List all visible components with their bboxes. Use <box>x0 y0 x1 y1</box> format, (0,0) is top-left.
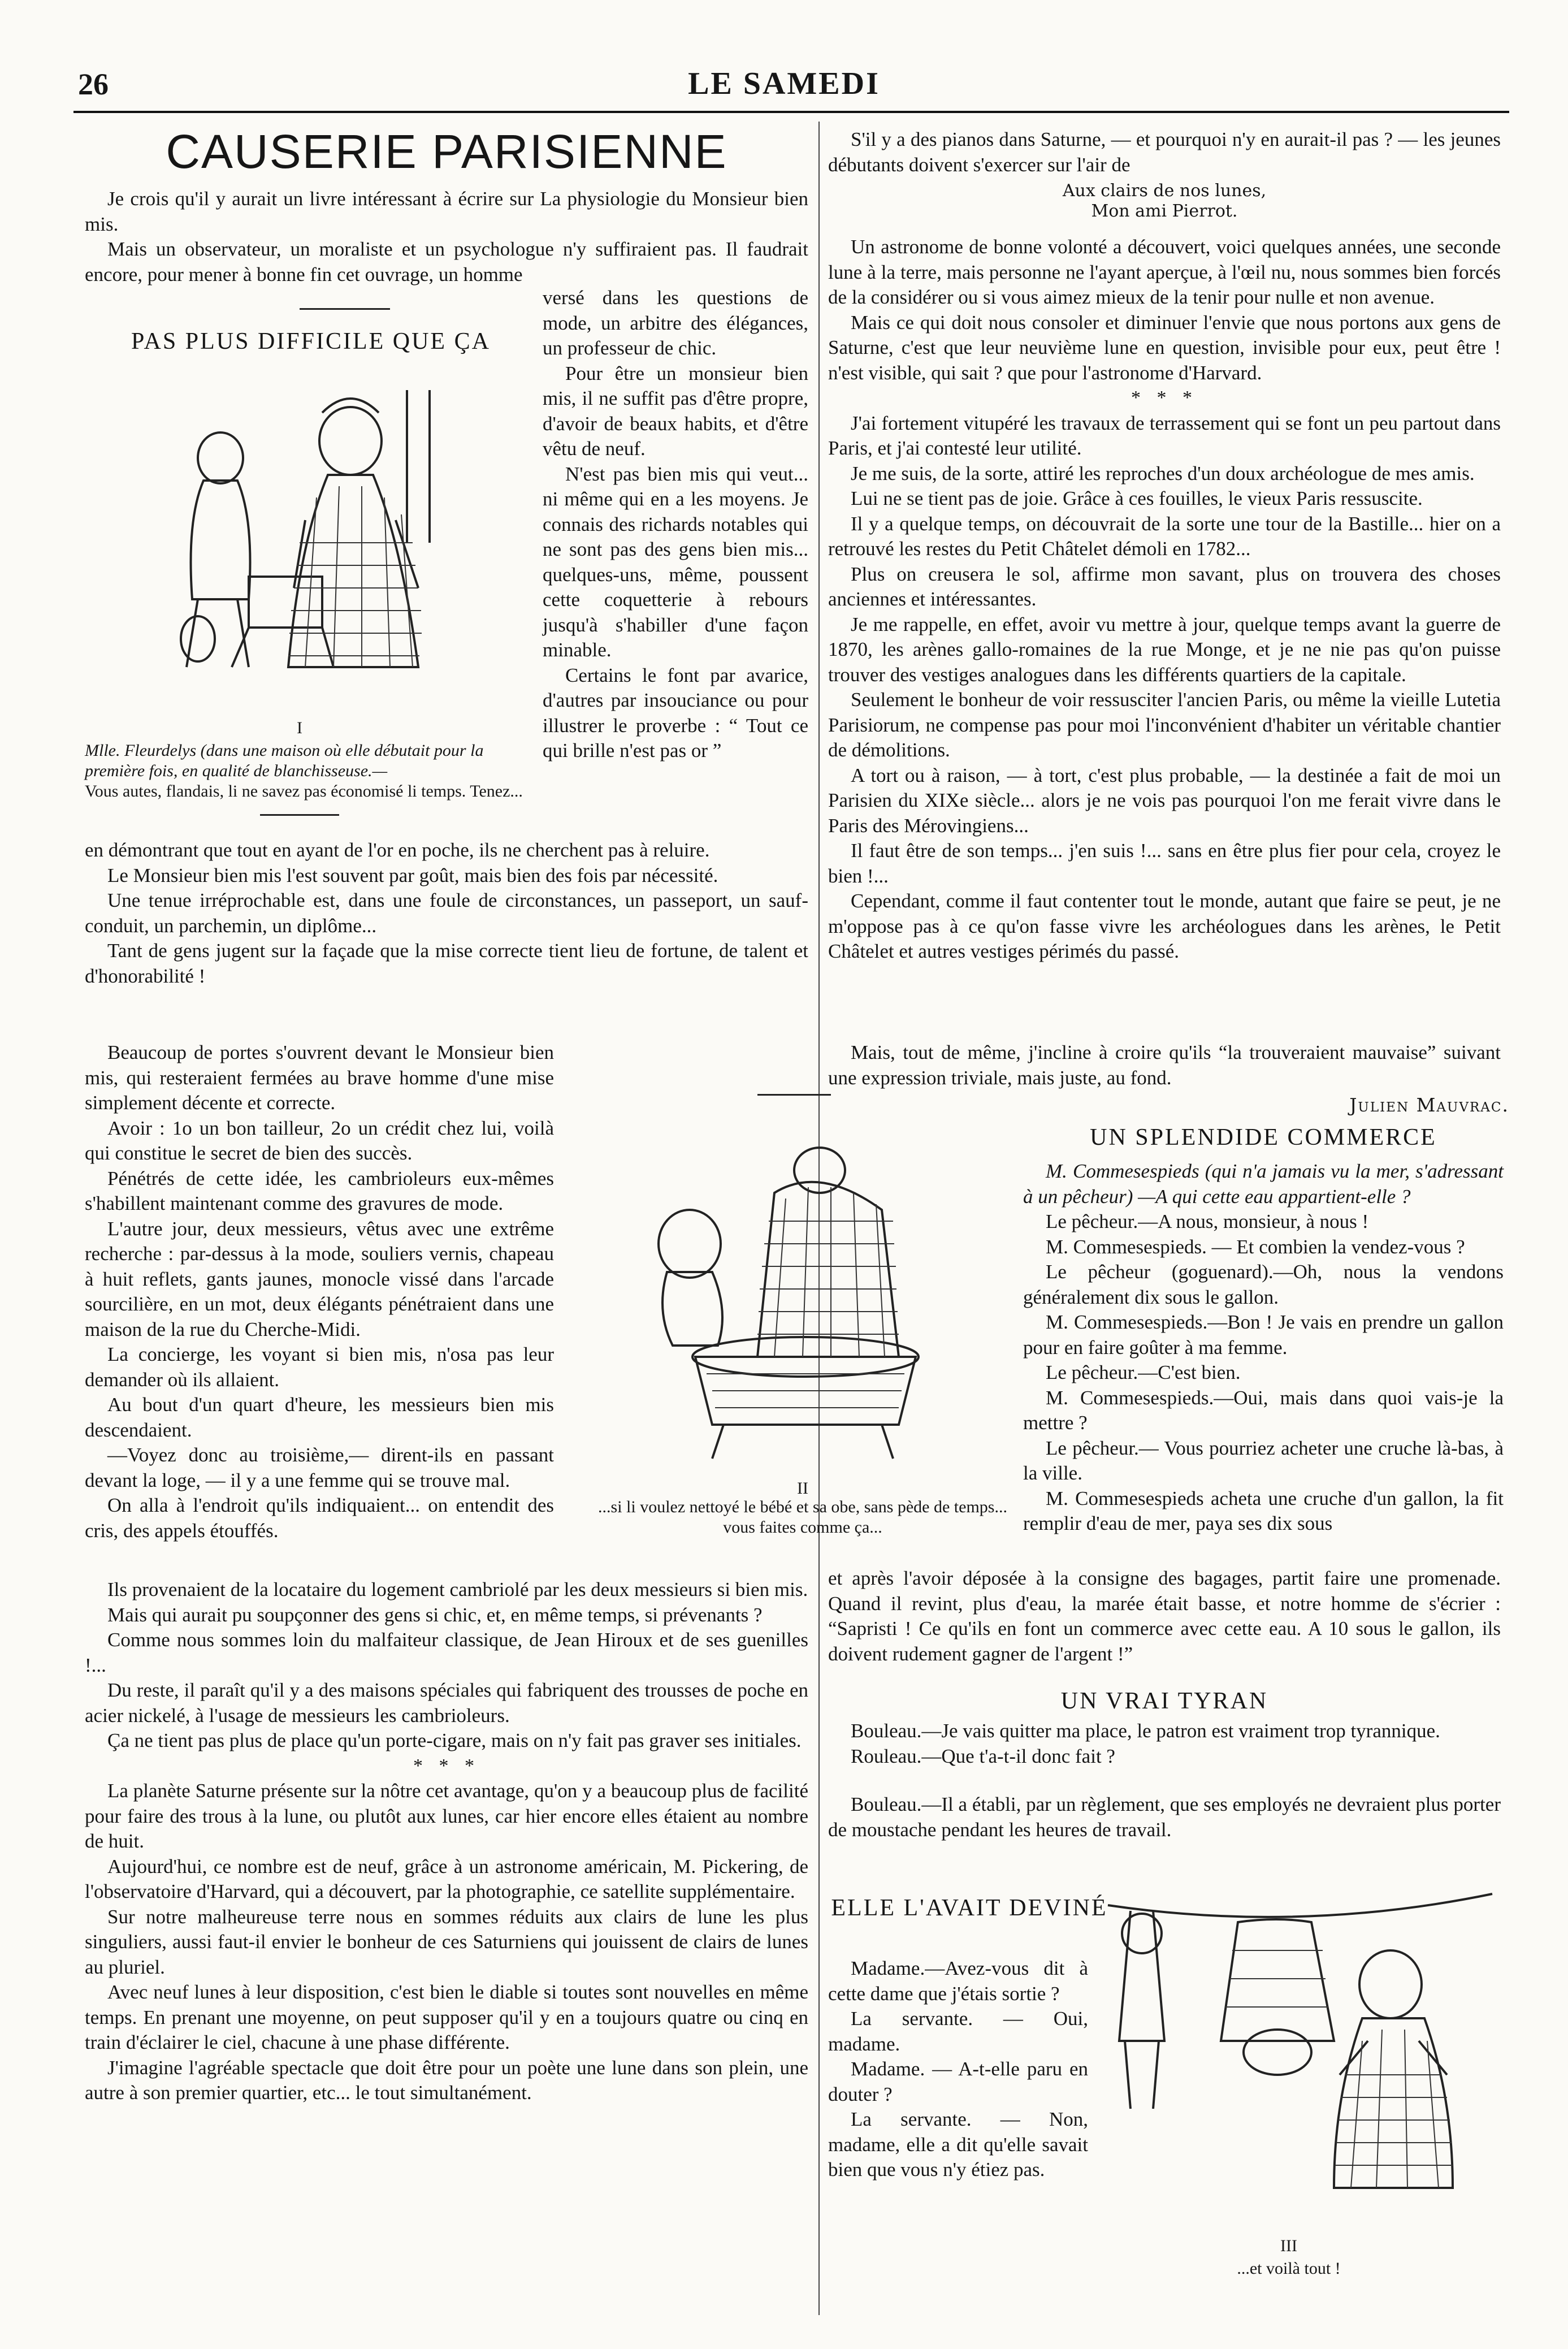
commerce-heading: UN SPLENDIDE COMMERCE <box>1090 1124 1437 1150</box>
side-column <box>543 285 808 764</box>
poem-line: Aux clairs de nos lunes, <box>1062 181 1267 201</box>
paragraph: Seulement le bonheur de voir ressusciter l'ancien Paris, ou même la vieille Lutetia Parisiorum, ne compense pas pour moi l'inconvénient d'habiter un véritable chantier de démolitions. <box>828 689 1501 761</box>
article-title: CAUSERIE PARISIENNE <box>166 125 727 178</box>
paragraph: M. Commesespieds (qui n'a jamais vu la mer, s'adressant à un pêcheur) —A qui cette eau appartient-elle ? <box>1023 1160 1504 1208</box>
washtub-drawing <box>633 1131 984 1470</box>
paragraph: J'ai fortement vitupéré les travaux de terrassement qui se font un peu partout dans Paris, et j'ai contesté leur utilité. <box>828 412 1501 459</box>
illustration-1 <box>164 373 458 707</box>
paragraph: L'autre jour, deux messieurs, vêtus avec une extrême recherche : par-dessus à la mode, souliers vernis, chapeau à huit reflets, gants jaunes, monocle vissé dans l'arcade sourcilière, en un mot, deux élégants pénétraient dans une maison de la rue du Cherche-Midi. <box>85 1217 554 1340</box>
tyran-text-1 <box>828 1719 1501 1769</box>
paragraph: Une tenue irréprochable est, dans une foule de circonstances, un passeport, un sauf-conduit, un parchemin, un diplôme... <box>85 889 808 937</box>
journal-title: LE SAMEDI <box>688 66 880 101</box>
fig2-number: II <box>797 1479 808 1498</box>
paragraph: Pénétrés de cette idée, les cambrioleurs eux-mêmes s'habillent maintenant comme des gravures de mode. <box>85 1167 554 1214</box>
paragraph: Le pêcheur.—C'est bien. <box>1046 1361 1241 1383</box>
body-text-1 <box>85 838 808 989</box>
box-heading: PAS PLUS DIFFICILE QUE ÇA <box>131 328 491 354</box>
paragraph: M. Commesespieds. — Et combien la vendez-vous ? <box>1046 1235 1465 1258</box>
paragraph: Rouleau.—Que t'a-t-il donc fait ? <box>851 1745 1115 1767</box>
fig3-caption: ...et voilà tout ! <box>1237 2259 1341 2278</box>
fig1-number: I <box>297 719 302 737</box>
fig3-number: III <box>1280 2236 1297 2255</box>
paragraph: Mais qui aurait pu soupçonner des gens si chic, et, en même temps, si prévenants ? <box>107 1603 763 1626</box>
paragraph: Tant de gens jugent sur la façade que la mise correcte tient lieu de fortune, de talent et d'honorabilité ! <box>85 940 808 987</box>
illustration-3 <box>1097 1871 1504 2233</box>
paragraph: La servante. — Non, madame, elle a dit qu'elle savait bien que vous n'y étiez pas. <box>828 2108 1088 2181</box>
paragraph: Mais un observateur, un moraliste et un psychologue n'y suffiraient pas. Il faudrait encore, pour mener à bonne fin cet ouvrage, un homme <box>85 238 808 285</box>
paragraph: Je crois qu'il y aurait un livre intéressant à écrire sur La physiologie du Monsieur bien mis. <box>85 188 808 235</box>
devine-heading: ELLE L'AVAIT DEVINÉ <box>831 1895 1108 1921</box>
right-text-2 <box>828 1040 1501 1091</box>
fig2-caption: ...si li voulez nettoyé le bébé et sa obe, sans pède de temps... vous faites comme ça... <box>598 1498 1007 1537</box>
paragraph: Je me rappelle, en effet, avoir vu mettre à jour, quelque temps avant la guerre de 1870, les arènes gallo-romaines de la rue Monge, et je ne nie pas qu'on puisse trouver des vestiges analogues dans les différents quartiers de la capitale. <box>828 613 1501 686</box>
paragraph: Madame.—Avez-vous dit à cette dame que j'étais sortie ? <box>828 1957 1088 2005</box>
signature: Julien Mauvrac. <box>1349 1094 1509 1116</box>
paragraph: J'imagine l'agréable spectacle que doit être pour un poète une lune dans son plein, une autre à son premier quartier, etc... le tout simultanément. <box>85 2056 808 2104</box>
paragraph: N'est pas bien mis qui veut... ni même qui en a les moyens. Je connais des richards notables qui ne sont pas des gens bien mis... quelques-uns, même, poussent cette coquetterie à rebours jusqu'à s'habiller d'une façon minable. <box>543 462 808 661</box>
paragraph: Avoir : 1o un bon tailleur, 2o un crédit chez lui, voilà qui constitue le secret de bien des succès. <box>85 1117 554 1164</box>
paragraph: Avec neuf lunes à leur disposition, c'est bien le diable si toutes sont nouvelles en même temps. En prenant une moyenne, on peut supposer qu'il y en a toujours quatre ou cinq en train d'éclairer le ciel, chacune à une phase différente. <box>85 1981 808 2053</box>
paragraph: versé dans les questions de mode, un arbitre des élégances, un professeur de chic. <box>543 287 808 359</box>
paragraph: Cependant, comme il faut contenter tout le monde, autant que faire se peut, je ne m'oppose pas à ce qu'on fasse vivre les archéologues dans les arènes, le Petit Châtelet et autres vestiges périmés du passé. <box>828 890 1501 962</box>
paragraph: La planète Saturne présente sur la nôtre cet avantage, qu'on y a beaucoup plus de facilité pour faire des trous à la lune, ou plutôt aux lunes, car hier encore elles étaient au nombre de huit. <box>85 1780 808 1852</box>
paragraph: M. Commesespieds.—Oui, mais dans quoi vais-je la mettre ? <box>1023 1386 1504 1434</box>
poem-line: Mon ami Pierrot. <box>1091 201 1238 221</box>
paragraph: M. Commesespieds acheta une cruche d'un gallon, la fit remplir d'eau de mer, paya ses dix sous <box>1023 1487 1504 1534</box>
clothesline-drawing <box>1097 1871 1504 2233</box>
paragraph: Le Monsieur bien mis l'est souvent par goût, mais bien des fois par nécessité. <box>107 864 718 886</box>
paragraph: Certains le font par avarice, d'autres par insouciance ou pour illustrer le proverbe : “ Tout ce qui brille n'est pas or ” <box>543 664 808 762</box>
right-text-1 <box>828 235 1501 964</box>
paragraph: Pour être un monsieur bien mis, il ne suffit pas d'être propre, d'avoir de beaux habits, et d'être vêtu de neuf. <box>543 362 808 460</box>
paragraph: Au bout d'un quart d'heure, les messieurs bien mis descendaient. <box>85 1394 554 1441</box>
paragraph: Un astronome de bonne volonté a découvert, voici quelques années, une seconde lune à la terre, mais personne ne l'ayant aperçue, à l'œil nu, nous sommes bien forcés de la considérer ou si vous aimez mieux de la tenir pour nulle et non avenue. <box>828 236 1501 308</box>
paragraph: La concierge, les voyant si bien mis, n'osa pas leur demander où ils allaient. <box>85 1343 554 1391</box>
divider <box>757 1094 831 1096</box>
paragraph: On alla à l'endroit qu'ils indiquaient... on entendit des cris, des appels étouffés. <box>85 1494 554 1542</box>
paragraph: et après l'avoir déposée à la consigne des bagages, partit faire une promenade. Quand il revint, plus d'eau, la marée était basse, et notre homme de s'écrier : “Sapristi ! Ce qu'ils en font un commerce avec cette eau. A 10 sous le gallon, ils doivent rudement gagner de l'argent !” <box>828 1567 1501 1665</box>
paragraph: —Voyez donc au troisième,— dirent-ils en passant devant la loge, — il y a une femme qui se trouve mal. <box>85 1444 554 1491</box>
paragraph: en démontrant que tout en ayant de l'or en poche, ils ne cherchent pas à reluire. <box>85 839 710 861</box>
paragraph: Il faut être de son temps... j'en suis !... sans en être plus fier pour cela, croyez le bien !... <box>828 840 1501 887</box>
paragraph: Mais ce qui doit nous consoler et diminuer l'envie que nous portons aux gens de Saturne, c'est que leur neuvième lune en question, invisible pour eux, peut être ! n'est visible, qui sait ? que pour l'astronome d'Harvard. <box>828 311 1501 384</box>
intro-text <box>85 187 808 287</box>
paragraph: Je me suis, de la sorte, attiré les reproches d'un doux archéologue de mes amis. <box>851 462 1475 484</box>
fig1-caption-line2: Vous autes, flandais, li ne savez pas économisé li temps. Tenez... <box>85 782 523 801</box>
body-text-2 <box>85 1040 554 1543</box>
commerce-text-2 <box>828 1566 1501 1667</box>
devine-text <box>828 1956 1088 2183</box>
paragraph: M. Commesespieds.—Bon ! Je vais en prendre un gallon pour en faire goûter à ma femme. <box>1023 1311 1504 1359</box>
section-stars: * * * <box>1131 387 1198 408</box>
paragraph: Le pêcheur.— Vous pourriez acheter une cruche là-bas, à la ville. <box>1023 1437 1504 1484</box>
paragraph: Bouleau.—Il a établi, par un règlement, que ses employés ne devraient plus porter de moustache pendant les heures de travail. <box>828 1793 1501 1841</box>
paragraph: Comme nous sommes loin du malfaiteur classique, de Jean Hiroux et de ses guenilles !... <box>85 1629 808 1676</box>
paragraph: Du reste, il paraît qu'il y a des maisons spéciales qui fabriquent des trousses de poche en acier nickelé, à l'usage de messieurs les cambrioleurs. <box>85 1679 808 1727</box>
paragraph: Aujourd'hui, ce nombre est de neuf, grâce à un astronome américain, M. Pickering, de l'observatoire d'Harvard, qui a découvert, par la photographie, ce satellite supplémentaire. <box>85 1855 808 1902</box>
paragraph: Il y a quelque temps, on découvrait de la sorte une tour de la Bastille... hier on a retrouvé les restes du Petit Châtelet démoli en 1782... <box>828 512 1501 560</box>
paragraph: Ils provenaient de la locataire du logement cambriolé par les deux messieurs si bien mis. <box>107 1578 808 1600</box>
paragraph: La servante. — Oui, madame. <box>828 2008 1088 2055</box>
tyran-heading: UN VRAI TYRAN <box>1060 1688 1268 1714</box>
body-text-3 <box>85 1577 808 2106</box>
paragraph: Beaucoup de portes s'ouvrent devant le Monsieur bien mis, qui resteraient fermées au brave homme d'une mise simplement décente et correcte. <box>85 1041 554 1114</box>
paragraph: Sur notre malheureuse terre nous en sommes réduits aux clairs de lune les plus singuliers, aussi faut-il envier le bonheur de ces Saturniens qui jouissent de clairs de lunes au pluriel. <box>85 1905 808 1978</box>
paragraph: Bouleau.—Je vais quitter ma place, le patron est vraiment trop tyrannique. <box>851 1720 1440 1742</box>
divider <box>300 308 390 310</box>
paragraph: S'il y a des pianos dans Saturne, — et pourquoi n'y en aurait-il pas ? — les jeunes débutants doivent s'exercer sur l'air de <box>828 128 1501 176</box>
poem <box>828 181 1501 222</box>
paragraph: A tort ou à raison, — à tort, c'est plus probable, — la destinée a fait de moi un Parisien du XIXe siècle... alors je ne vois pas pourquoi l'on me ferait vivre dans le Paris des Mérovingiens... <box>828 764 1501 837</box>
fig1-caption <box>85 741 537 802</box>
paragraph: Lui ne se tient pas de joie. Grâce à ces fouilles, le vieux Paris ressuscite. <box>851 487 1423 509</box>
paragraph: Plus on creusera le sol, affirme mon savant, plus on trouvera des choses anciennes et intéressantes. <box>828 563 1501 610</box>
paragraph: Mais, tout de même, j'incline à croire qu'ils “la trouveraient mauvaise” suivant une expression triviale, mais juste, au fond. <box>828 1041 1501 1089</box>
laundress-drawing <box>164 373 458 707</box>
paragraph: Madame. — A-t-elle paru en douter ? <box>828 2058 1088 2105</box>
page-number: 26 <box>78 67 109 101</box>
header-rule <box>73 111 1509 113</box>
right-intro <box>828 127 1501 178</box>
section-stars: * * * <box>413 1755 480 1776</box>
tyran-text-2 <box>828 1792 1501 1842</box>
paragraph: Le pêcheur.—A nous, monsieur, à nous ! <box>1046 1210 1369 1232</box>
fig1-caption-italic: Mlle. Fleurdelys (dans une maison où elle débutait pour la première fois, en qualité de blanchisseuse.— <box>85 741 484 780</box>
paragraph: Ça ne tient pas plus de place qu'un porte-cigare, mais on n'y fait pas graver ses initiales. <box>107 1729 802 1751</box>
divider <box>260 814 339 816</box>
commerce-text <box>1023 1159 1504 1537</box>
paragraph: Le pêcheur (goguenard).—Oh, nous la vendons généralement dix sous le gallon. <box>1023 1261 1504 1308</box>
illustration-2 <box>633 1131 984 1470</box>
